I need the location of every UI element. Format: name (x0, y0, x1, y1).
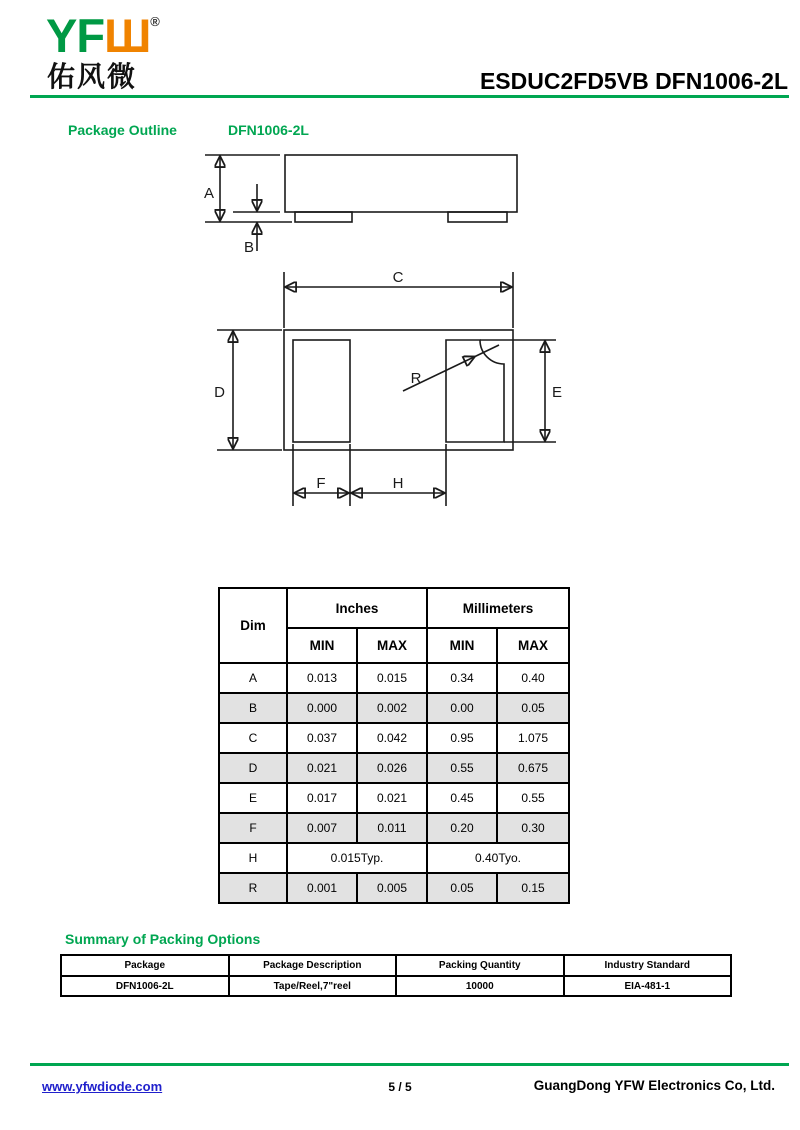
header-divider (30, 95, 789, 98)
page-title: ESDUC2FD5VB DFN1006-2L (479, 68, 788, 94)
packing-options-table (60, 954, 732, 997)
mm-min-header: MIN (427, 628, 497, 663)
packing-options-heading: Summary of Packing Options (65, 931, 261, 947)
value-cell: 0.015 (357, 663, 427, 693)
value-cell: 0.015Typ. (287, 843, 427, 873)
value-cell: 0.037 (287, 723, 357, 753)
dim-cell: D (219, 753, 287, 783)
package-name-label: DFN1006-2L (228, 122, 309, 138)
dim-label-B: B (243, 239, 254, 256)
inches-header: Inches (287, 588, 427, 628)
dim-label-D: D (214, 384, 225, 401)
table-row (219, 753, 569, 783)
dim-cell: C (219, 723, 287, 753)
description-cell: Tape/Reel,7"reel (229, 976, 397, 996)
value-cell: 0.05 (497, 693, 569, 723)
value-cell: 0.026 (357, 753, 427, 783)
value-cell: 0.005 (357, 873, 427, 903)
value-cell: 0.40Tyo. (427, 843, 569, 873)
value-cell: 0.042 (357, 723, 427, 753)
table-row (219, 873, 569, 903)
value-cell: 0.34 (427, 663, 497, 693)
side-view (204, 155, 517, 256)
value-cell: 0.95 (427, 723, 497, 753)
value-cell: 0.000 (287, 693, 357, 723)
top-view (214, 269, 562, 506)
value-cell: 0.00 (427, 693, 497, 723)
value-cell: 0.45 (427, 783, 497, 813)
value-cell: 0.013 (287, 663, 357, 693)
value-cell: 0.40 (497, 663, 569, 693)
value-cell: 1.075 (497, 723, 569, 753)
package-cell: DFN1006-2L (61, 976, 229, 996)
dim-label-E: E (552, 384, 563, 401)
dim-cell: F (219, 813, 287, 843)
standard-cell: EIA-481-1 (564, 976, 732, 996)
value-cell: 0.017 (287, 783, 357, 813)
table-row (219, 843, 569, 873)
package-outline-heading: Package Outline (68, 122, 177, 138)
value-cell: 0.55 (497, 783, 569, 813)
dim-cell: E (219, 783, 287, 813)
millimeters-header: Millimeters (427, 588, 569, 628)
value-cell: 0.05 (427, 873, 497, 903)
table-row (219, 813, 569, 843)
package-col-header: Package (61, 955, 229, 976)
inches-max-header: MAX (357, 628, 427, 663)
registered-trademark-icon: ® (150, 14, 160, 29)
dim-label-A: A (203, 185, 214, 202)
standard-col-header: Industry Standard (564, 955, 732, 976)
quantity-col-header: Packing Quantity (396, 955, 564, 976)
package-outline-drawing (0, 140, 800, 520)
value-cell: 0.007 (287, 813, 357, 843)
company-name: GuangDong YFW Electronics Co, Ltd. (533, 1078, 775, 1093)
footer-divider (30, 1063, 789, 1066)
value-cell: 0.675 (497, 753, 569, 783)
value-cell: 0.002 (357, 693, 427, 723)
value-cell: 0.011 (357, 813, 427, 843)
dim-label-C: C (392, 269, 404, 286)
value-cell: 0.001 (287, 873, 357, 903)
logo-text-orange: Ш (104, 9, 151, 62)
logo-text-green: YF (46, 9, 105, 62)
value-cell: 0.55 (427, 753, 497, 783)
description-col-header: Package Description (229, 955, 397, 976)
table-row (61, 976, 731, 996)
dim-cell: A (219, 663, 287, 693)
value-cell: 0.021 (287, 753, 357, 783)
mm-max-header: MAX (497, 628, 569, 663)
dim-cell: H (219, 843, 287, 873)
logo-chinese-name: 佑风微 (47, 61, 138, 92)
table-row (219, 783, 569, 813)
table-row (219, 693, 569, 723)
page-number: 5 / 5 (388, 1080, 412, 1094)
dim-label-F: F (316, 475, 326, 492)
table-row (219, 723, 569, 753)
dimensions-table (218, 587, 570, 904)
quantity-cell: 10000 (396, 976, 564, 996)
dim-label-R: R (410, 370, 422, 387)
value-cell: 0.30 (497, 813, 569, 843)
dim-header: Dim (219, 588, 287, 663)
table-header-row (61, 955, 731, 976)
yfw-logo (46, 9, 160, 62)
value-cell: 0.20 (427, 813, 497, 843)
website-link[interactable]: www.yfwdiode.com (42, 1079, 163, 1094)
value-cell: 0.15 (497, 873, 569, 903)
inches-min-header: MIN (287, 628, 357, 663)
dim-cell: R (219, 873, 287, 903)
dim-cell: B (219, 693, 287, 723)
value-cell: 0.021 (357, 783, 427, 813)
table-row (219, 663, 569, 693)
dim-label-H: H (392, 475, 404, 492)
